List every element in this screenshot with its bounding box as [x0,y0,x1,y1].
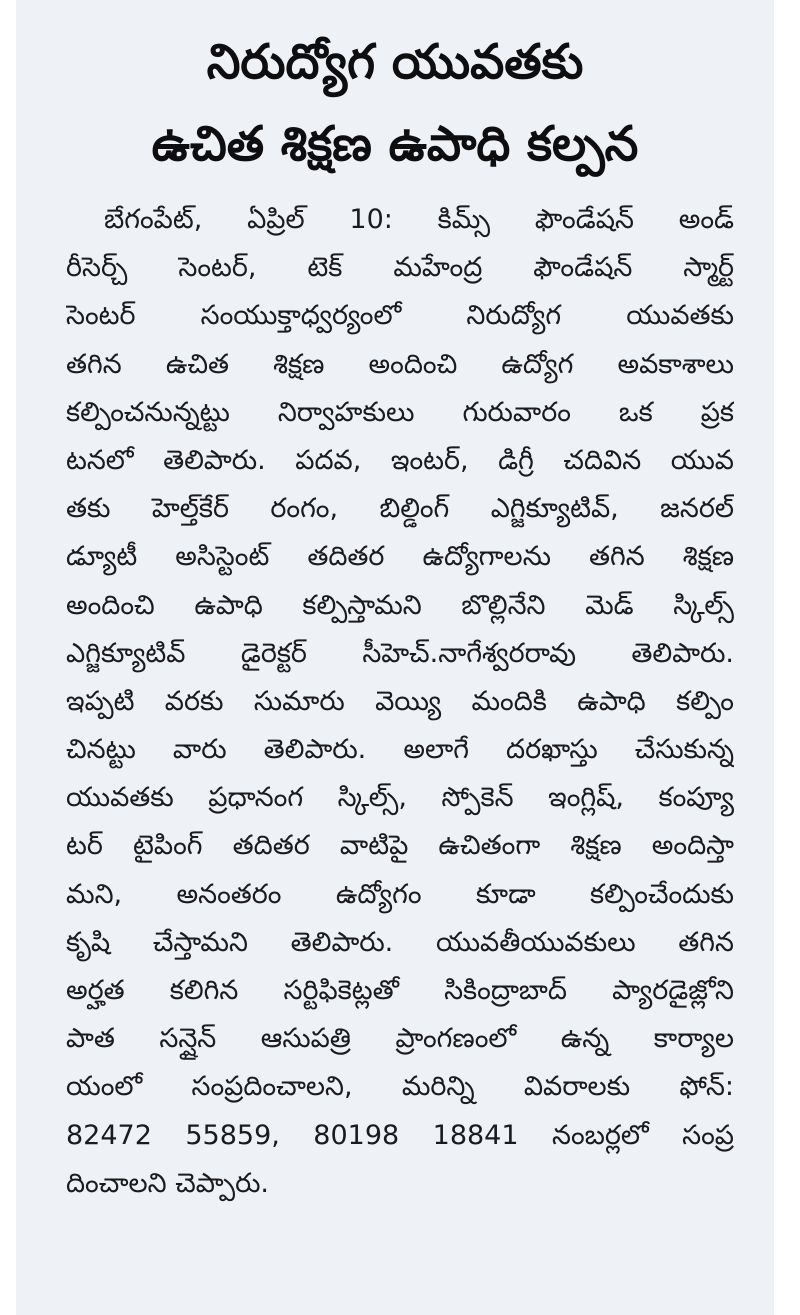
body-line: టనలో తెలిపారు. పదవ, ఇంటర్, డిగ్రీ చదివిన యువ [66,444,734,476]
newspaper-clipping [16,0,774,1315]
body-line: సెంటర్ సంయుక్తాధ్వర్యంలో నిరుద్యోగ యువతకు [66,300,734,332]
body-line: రీసెర్చ్ సెంటర్, టెక్ మహేంద్ర ఫౌండేషన్ స్మార్ట్ [66,252,734,284]
headline-line-1: నిరుద్యోగ యువతకు [206,34,584,90]
article-body [66,196,734,1208]
body-line: డ్యూటీ అసిస్టెంట్ తదితర ఉద్యోగాలను తగిన శిక్షణ [66,541,734,573]
body-line: తకు హెల్త్‌కేర్ రంగం, బిల్డింగ్ ఎగ్జిక్యూటివ్, జనరల్ [66,493,734,525]
body-line: ఇప్పటి వరకు సుమారు వెయ్యి మందికి ఉపాధి కల్పిం [66,685,734,717]
body-line: 82472 55859, 80198 18841 నంబర్లలో సంప్ర [66,1119,734,1151]
body-line: కృషి చేస్తామని తెలిపారు. యువతీయువకులు తగిన [66,926,734,958]
body-line: అర్హత కలిగిన సర్టిఫికెట్లతో సికింద్రాబాద్ ప్యారడైజ్లోని [66,975,734,1006]
headline-line-2: ఉచిత శిక్షణ ఉపాధి కల్పన [151,116,639,172]
body-line: దించాలని చెప్పారు. [66,1167,270,1199]
body-line: టర్ టైపింగ్ తదితర వాటిపై ఉచితంగా శిక్షణ అందిస్తా [66,830,734,862]
body-line: ఎగ్జిక్యూటివ్ డైరెక్టర్ సీహెచ్.నాగేశ్వరరావు తెలిపారు. [66,637,734,669]
body-line: కల్పించనున్నట్టు నిర్వాహకులు గురువారం ఒక ప్రక [66,396,734,428]
next-headline-fragment [16,1290,774,1315]
body-line: బేగంపేట్, ఏప్రిల్ 10: కిమ్స్ ఫౌండేషన్ అండ్ [104,204,734,235]
previous-article-fragment [16,0,774,6]
body-line: చినట్టు వారు తెలిపారు. అలాగే దరఖాస్తు చేసుకున్న [66,734,734,766]
body-line: మని, అనంతరం ఉద్యోగం కూడా కల్పించేందుకు [66,878,734,910]
body-line: యంలో సంప్రదించాలని, మరిన్ని వివరాలకు ఫోన్: [66,1071,734,1103]
body-line: యువతకు ప్రధానంగ స్కిల్స్, స్పోకెన్ ఇంగ్లిష్, కంప్యూ [66,782,734,814]
body-line: తగిన ఉచిత శిక్షణ అందించి ఉద్యోగ అవకాశాలు [66,348,734,380]
body-line: అందించి ఉపాధి కల్పిస్తామని బొల్లినేని మెడ్ స్కిల్స్ [66,589,734,621]
body-line: పాత సన్షైన్ ఆసుపత్రి ప్రాంగణంలో ఉన్న కార్యాల [66,1023,734,1055]
